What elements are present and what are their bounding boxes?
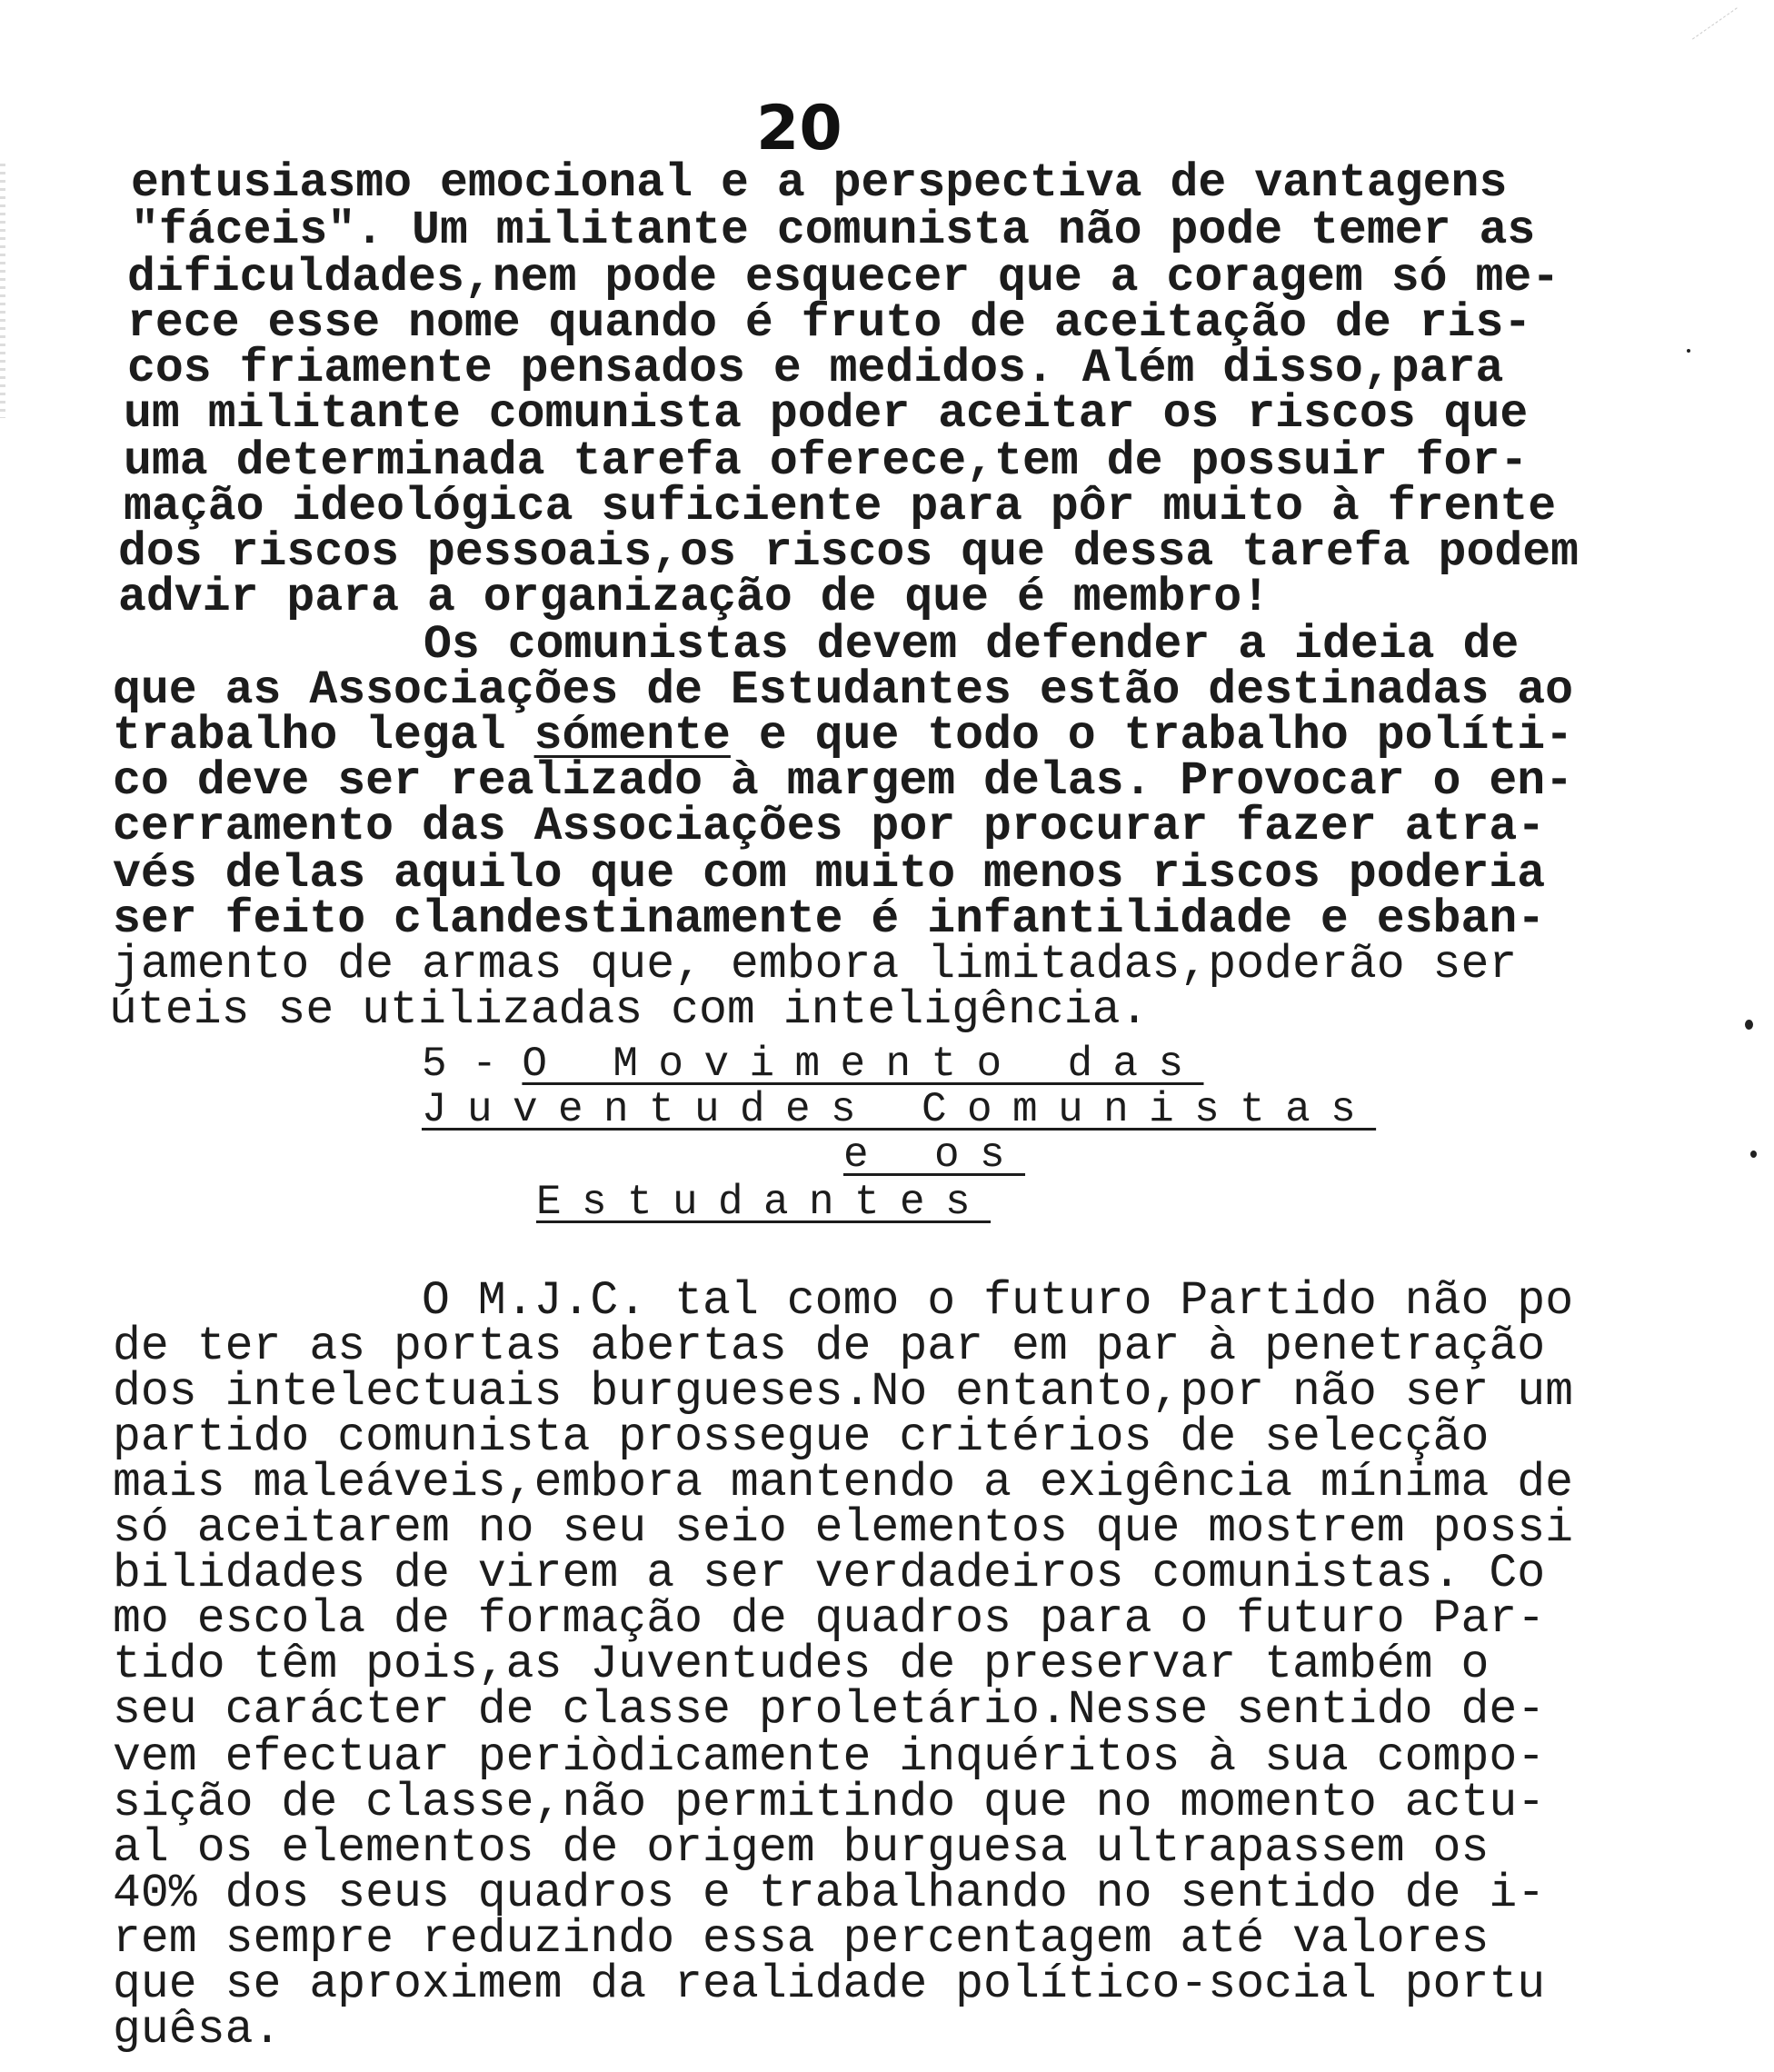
text-line: um militante comunista poder aceitar os riscos que (124, 388, 1529, 441)
scan-edge-strip (0, 164, 5, 418)
section-heading-line4: Estudantes (536, 1179, 992, 1226)
section-title-part: O Movimento das (522, 1041, 1204, 1088)
scan-speck (1750, 1151, 1757, 1158)
scan-speck (1745, 1020, 1753, 1030)
text-line: mais maleáveis,embora mantendo a exigência mínima de (113, 1457, 1574, 1509)
text-line: jamento de armas que, embora limitadas,poderão ser (113, 939, 1518, 991)
text-line: mo escola de formação de quadros para o futuro Par- (113, 1593, 1546, 1646)
text-line: "fáceis". Um militante comunista não pode temer as (131, 204, 1536, 257)
text-line: dos intelectuais burgueses.No entanto,por não ser um (113, 1366, 1574, 1419)
section-heading-line1 (422, 1041, 1204, 1087)
text-line: mação ideológica suficiente para pôr muito à frente (124, 481, 1557, 533)
text-line: sição de classe,não permitindo que no momento actu- (113, 1777, 1546, 1829)
page-number: 20 (756, 93, 842, 164)
text-line: que as Associações de Estudantes estão destinadas ao (113, 664, 1574, 717)
text-line: guêsa. (113, 2004, 282, 2057)
text-line: co deve ser realizado à margem delas. Provocar o en- (113, 755, 1574, 808)
text-line: que se aproximem da realidade político-social portu (113, 1958, 1546, 2011)
section-heading-line3: e os (843, 1131, 1026, 1179)
underlined-word: sómente (533, 710, 731, 762)
text-line: seu carácter de classe proletário.Nesse sentido de- (113, 1684, 1546, 1737)
text-line: rece esse nome quando é fruto de aceitação de ris- (127, 297, 1532, 350)
scan-speck (1687, 349, 1690, 353)
section-heading-line2: Juventudes Comunistas (422, 1086, 1377, 1133)
text-line: uma determinada tarefa oferece,tem de possuir for- (124, 435, 1529, 488)
text-line: de ter as portas abertas de par em par à penetração (113, 1320, 1546, 1373)
paragraph-first-line: Os comunistas devem defender a ideia de (424, 619, 1520, 672)
text-line: al os elementos de origem burguesa ultrapassem os (113, 1822, 1490, 1875)
text-line: cerramento das Associações por procurar fazer atra- (113, 801, 1546, 853)
text-line: dificuldades,nem pode esquecer que a coragem só me- (127, 252, 1560, 304)
text-line: úteis se utilizadas com inteligência. (109, 984, 1149, 1037)
text-segment: trabalho legal (113, 710, 534, 762)
text-line: rem sempre reduzindo essa percentagem até valores (113, 1913, 1490, 1966)
text-line: cos friamente pensados e medidos. Além disso,para (127, 343, 1504, 395)
text-line: advir para a organização de que é membro! (118, 572, 1271, 624)
text-line: vés delas aquilo que com muito menos riscos poderia (113, 848, 1546, 901)
text-line: dos riscos pessoais,os riscos que dessa tarefa podem (118, 526, 1580, 579)
text-line: entusiasmo emocional e a perspectiva de vantagens (131, 157, 1508, 210)
text-line: bilidades de virem a ser verdadeiros comunistas. Co (113, 1548, 1546, 1600)
text-line: 40% dos seus quadros e trabalhando no sentido de i- (113, 1868, 1546, 1920)
corner-scratch (1692, 7, 1769, 84)
text-line: vem efectuar periòdicamente inquéritos à sua compo- (113, 1731, 1546, 1784)
section-number: 5 - (422, 1041, 523, 1088)
paragraph-first-line: O M.J.C. tal como o futuro Partido não po (422, 1275, 1574, 1328)
text-line (113, 712, 1573, 760)
text-line: tido têm pois,as Juventudes de preservar também o (113, 1639, 1490, 1691)
text-line: ser feito clandestinamente é infantilidade e esban- (113, 893, 1546, 946)
text-line: partido comunista prossegue critérios de selecção (113, 1411, 1490, 1464)
text-segment: e que todo o trabalho políti- (730, 710, 1574, 762)
text-line: só aceitarem no seu seio elementos que mostrem possi (113, 1502, 1574, 1555)
